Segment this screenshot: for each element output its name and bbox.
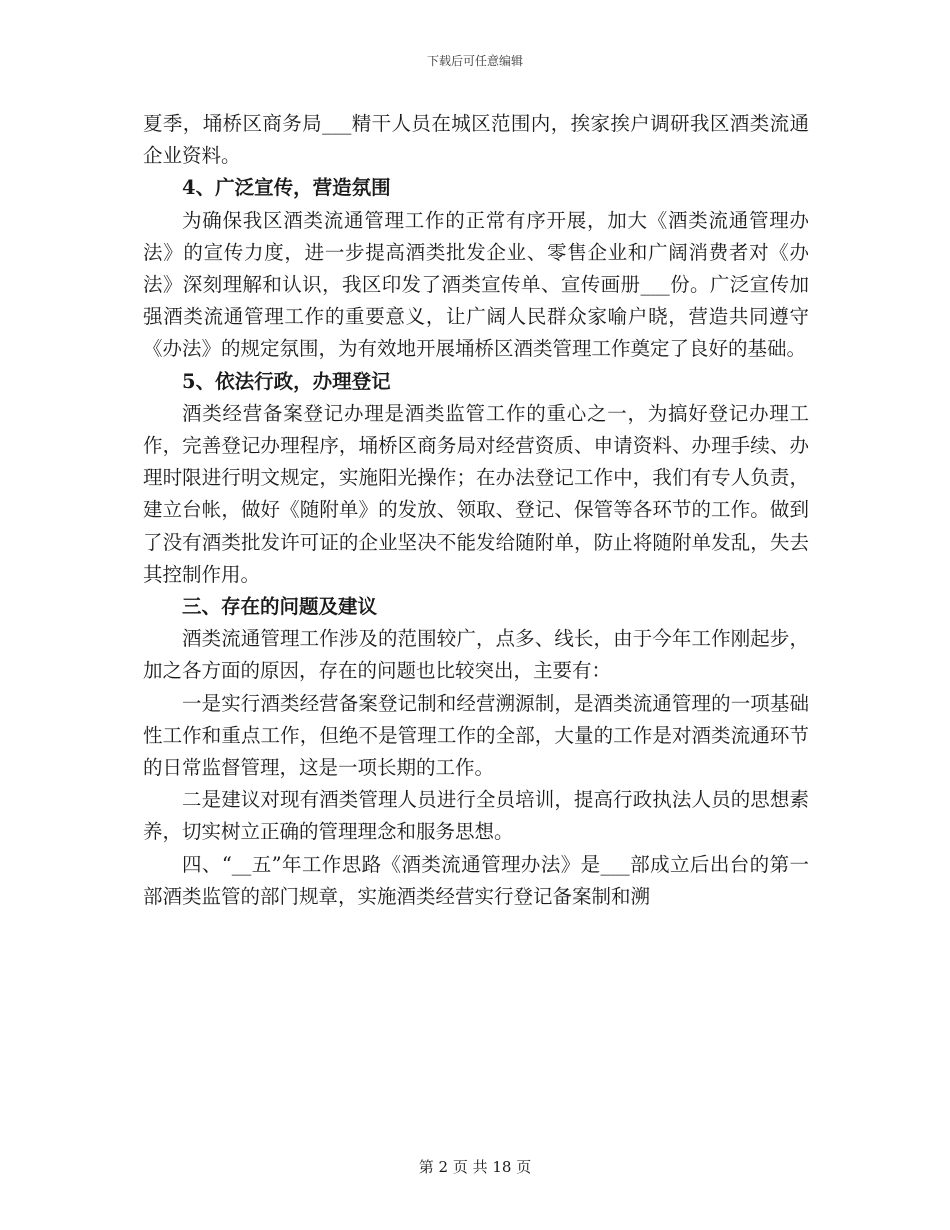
paragraph-registration: 酒类经营备案登记办理是酒类监管工作的重心之一，为搞好登记办理工作，完善登记办理程序，埇桥区商务局对经营资质、申请资料、办理手续、办理时限进行明文规定，实施阳光操作；在办法登记工作中，我们有专人负责，建立台帐，做好《随附单》的发放、领取、登记、保管等各环节的工作。做到了没有酒类批发许可证的企业坚决不能发给随附单，防止将随附单发乱，失去其控制作用。 bbox=[143, 401, 809, 586]
paragraph-intro: 夏季，埇桥区商务局___精干人员在城区范围内，挨家挨户调研我区酒类流通企业资料。 bbox=[143, 112, 809, 168]
paragraph-work-plan: 四、“__五”年工作思路《酒类流通管理办法》是___部成立后出台的第一部酒类监管的部门规章，实施酒类经营实行登记备案制和溯 bbox=[143, 852, 809, 908]
section-heading-registration: 5、依法行政，办理登记 bbox=[182, 369, 391, 393]
paragraph-problem-one: 一是实行酒类经营备案登记制和经营溯源制，是酒类流通管理的一项基础性工作和重点工作，但绝不是管理工作的全部，大量的工作是对酒类流通环节的日常监督管理，这是一项长期的工作。 bbox=[143, 691, 809, 780]
paragraph-publicity: 为确保我区酒类流通管理工作的正常有序开展，加大《酒类流通管理办法》的宣传力度，进一步提高酒类批发企业、零售企业和广阔消费者对《办法》深刻理解和认识，我区印发了酒类宣传单、宣传画册___份。广泛宣传加强酒类流通管理工作的重要意义，让广阔人民群众家喻户晓，营造共同遵守《办法》的规定氛围，为有效地开展埇桥区酒类管理工作奠定了良好的基础。 bbox=[143, 208, 809, 361]
page-header: 下载后可任意编辑 bbox=[426, 54, 523, 68]
document-body bbox=[143, 108, 809, 913]
section-heading-publicity: 4、广泛宣传，营造氛围 bbox=[182, 176, 391, 200]
page-footer: 第 2 页 共 18 页 bbox=[418, 1158, 532, 1176]
paragraph-problems-intro: 酒类流通管理工作涉及的范围较广，点多、线长，由于今年工作刚起步，加之各方面的原因，存在的问题也比较突出，主要有： bbox=[143, 627, 809, 683]
paragraph-problem-two: 二是建议对现有酒类管理人员进行全员培训，提高行政执法人员的思想素养，切实树立正确的管理理念和服务思想。 bbox=[143, 788, 809, 844]
section-heading-problems: 三、存在的问题及建议 bbox=[182, 595, 378, 619]
